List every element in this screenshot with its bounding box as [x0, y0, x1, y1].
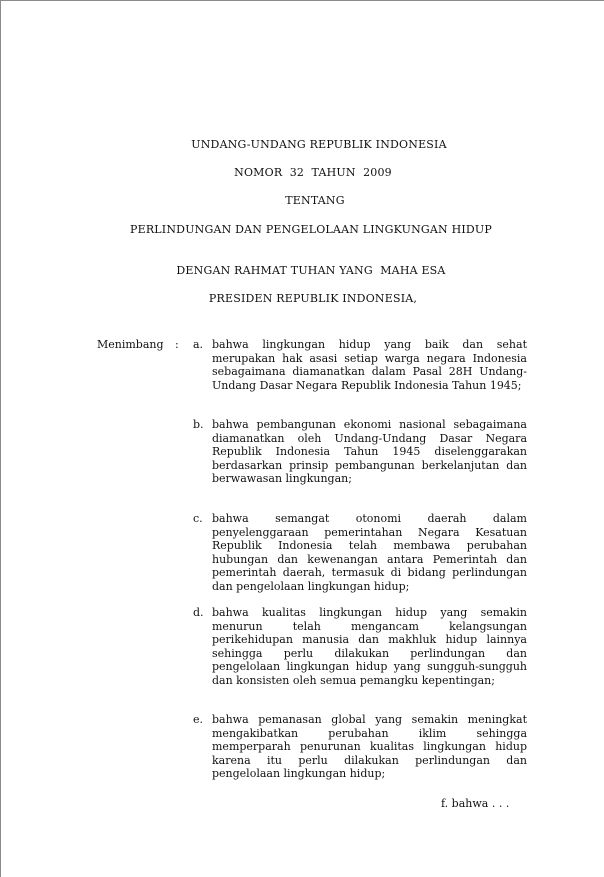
clause-letter: c. [193, 512, 203, 525]
clause-text: bahwa semangat otonomi daerah dalam penyelenggaraan pemerintahan Negara Kesatuan Republik Indonesia telah membawa perubahan hubungan dan kewenangan antara Pemerintah dan pemerintah daerah, termasuk di bidang perlindungan dan pengelolaan lingkungan hidup; [212, 512, 527, 593]
president-line: PRESIDEN REPUBLIK INDONESIA, [208, 292, 418, 305]
clause-letter: b. [193, 418, 204, 431]
considering-label: Menimbang [97, 338, 164, 351]
law-subject: PERLINDUNGAN DAN PENGELOLAAN LINGKUNGAN HIDUP [129, 223, 492, 236]
continuation-note: f. bahwa . . . [441, 797, 510, 810]
clause-letter: e. [193, 713, 204, 726]
grace-line: DENGAN RAHMAT TUHAN YANG MAHA ESA [176, 264, 446, 277]
law-title: UNDANG-UNDANG REPUBLIK INDONESIA [191, 138, 447, 151]
about-label: TENTANG [285, 194, 345, 207]
clause-text: bahwa pembangunan ekonomi nasional sebagaimana diamanatkan oleh Undang-Undang Dasar Negara Republik Indonesia Tahun 1945 diselenggarakan berdasarkan prinsip pembangunan berkelanjutan dan berwawasan lingkungan; [212, 418, 527, 486]
clause-text: bahwa pemanasan global yang semakin meningkat mengakibatkan perubahan iklim sehingga memperparah penurunan kualitas lingkungan hidup karena itu perlu dilakukan perlindungan dan pengelolaan lingkungan hidup; [212, 713, 527, 781]
clause-text: bahwa kualitas lingkungan hidup yang semakin menurun telah mengancam kelangsungan perikehidupan manusia dan makhluk hidup lainnya sehingga perlu dilakukan perlindungan dan pengelolaan lingkungan hidup yang sungguh-sungguh dan konsisten oleh semua pemangku kepentingan; [212, 606, 527, 687]
considering-colon: : [175, 338, 179, 351]
clause-letter: a. [193, 338, 204, 351]
clause-letter: d. [193, 606, 204, 619]
clause-text: bahwa lingkungan hidup yang baik dan sehat merupakan hak asasi setiap warga negara Indonesia sebagaimana diamanatkan dalam Pasal 28H Undang-Undang Dasar Negara Republik Indonesia Tahun 1945; [212, 338, 527, 392]
law-number: NOMOR 32 TAHUN 2009 [234, 166, 392, 179]
